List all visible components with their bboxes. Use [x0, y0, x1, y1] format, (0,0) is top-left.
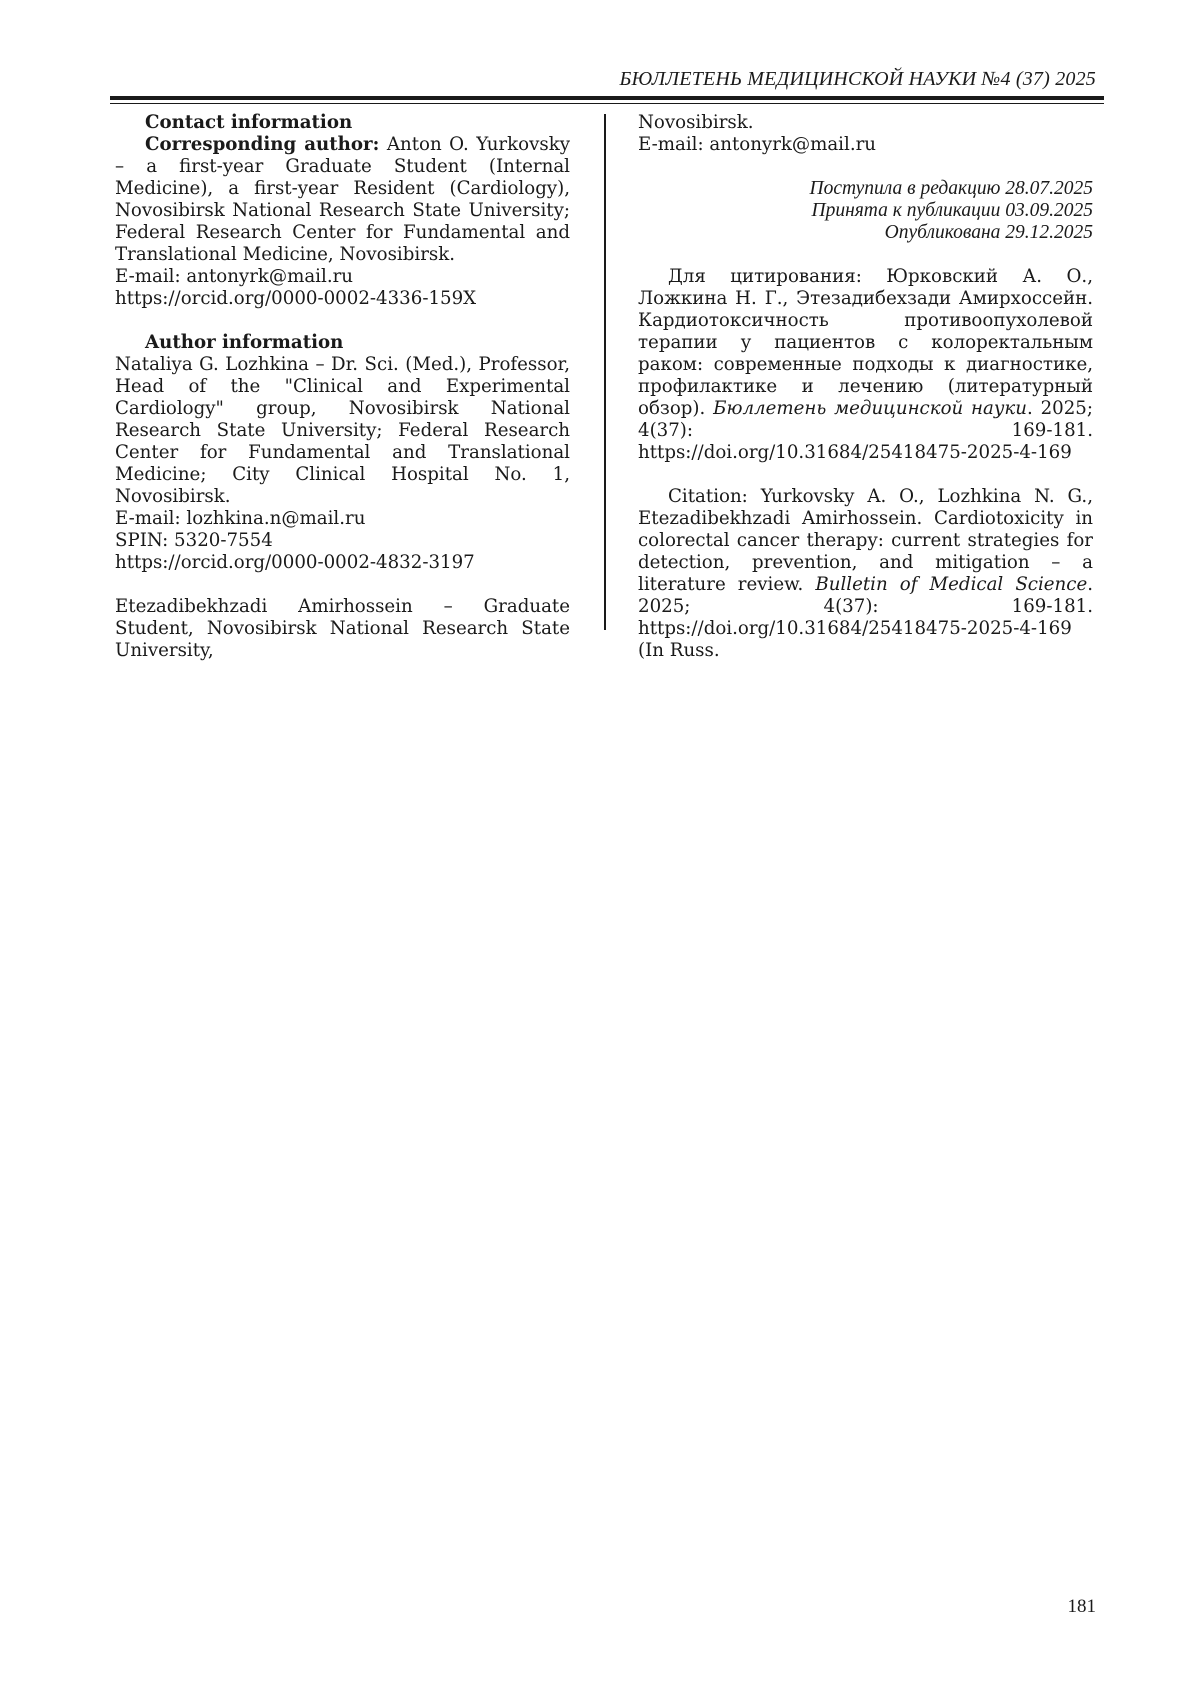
page-number: 181 [1067, 1596, 1096, 1617]
author2-paragraph: Etezadibekhzadi Amirhossein – Graduate Student, Novosibirsk National Research State University, [115, 596, 570, 661]
accepted-date: Принята к публикации 03.09.2025 [811, 200, 1093, 221]
corresponding-author-paragraph [115, 134, 570, 266]
author1-spin: SPIN: 5320-7554 [115, 530, 273, 551]
author1-paragraph: Nataliya G. Lozhkina – Dr. Sci. (Med.), Professor, Head of the "Clinical and Experimental Cardiology" group, Novosibirsk National Research State University; Federal Research Center for Fundamental and Translational Medicine; City Clinical Hospital No. 1, Novosibirsk. [115, 354, 570, 507]
corresponding-orcid: https://orcid.org/0000-0002-4336-159X [115, 288, 477, 309]
column-divider [604, 114, 606, 630]
contact-heading: Contact information [145, 112, 353, 133]
header-rule-thick [110, 96, 1104, 100]
left-column [115, 112, 570, 662]
header-rule-thin [110, 103, 1104, 104]
author1-email: E-mail: lozhkina.n@mail.ru [115, 508, 366, 529]
published-date: Опубликована 29.12.2025 [884, 222, 1093, 243]
author2-email: E-mail: antonyrk@mail.ru [638, 134, 877, 155]
citation-ru-journal: Бюллетень медицинской науки [713, 398, 1027, 419]
citation-ru-text: Для цитирования: Юрковский А. О., Ложкина Н. Г., Этезадибехзади Амирхоссейн. Кардиотоксичность противоопухолевой терапии у пациентов с колоректальным раком: современные подходы к диагностике, профилактике и лечению (литературный обзор). [638, 266, 1093, 419]
received-date: Поступила в редакцию 28.07.2025 [809, 178, 1093, 199]
running-head: БЮЛЛЕТЕНЬ МЕДИЦИНСКОЙ НАУКИ №4 (37) 2025 [619, 68, 1096, 90]
author-heading: Author information [145, 332, 344, 353]
author2-continuation: Novosibirsk. [638, 112, 754, 133]
citation-en-journal: Bulletin of Medical Science [815, 574, 1088, 595]
corresponding-email: E-mail: antonyrk@mail.ru [115, 266, 354, 287]
citation-russian [638, 266, 1093, 464]
citation-english [638, 486, 1093, 662]
right-column [638, 112, 1093, 662]
citation-en-text: Citation: Yurkovsky A. O., Lozhkina N. G., Etezadibekhzadi Amirhossein. Cardiotoxicity in colorectal cancer therapy: current strategies for detection, prevention, and mitigation – a literature review. [638, 486, 1093, 595]
citation-ru-tail: . 2025; 4(37): 169-181. https://doi.org/10.31684/25418475-2025-4-169 [638, 398, 1093, 463]
author1-orcid: https://orcid.org/0000-0002-4832-3197 [115, 552, 475, 573]
corresponding-text: Anton O. Yurkovsky – a first-year Graduate Student (Internal Medicine), a first-year Resident (Cardiology), Novosibirsk National Research State University; Federal Research Center for Fundamental and Translational Medicine, Novosibirsk. [115, 134, 570, 265]
citation-en-tail: . 2025; 4(37): 169-181. https://doi.org/10.31684/25418475-2025-4-169 (In Russ. [638, 574, 1093, 661]
corresponding-label: Corresponding author: [145, 134, 380, 155]
